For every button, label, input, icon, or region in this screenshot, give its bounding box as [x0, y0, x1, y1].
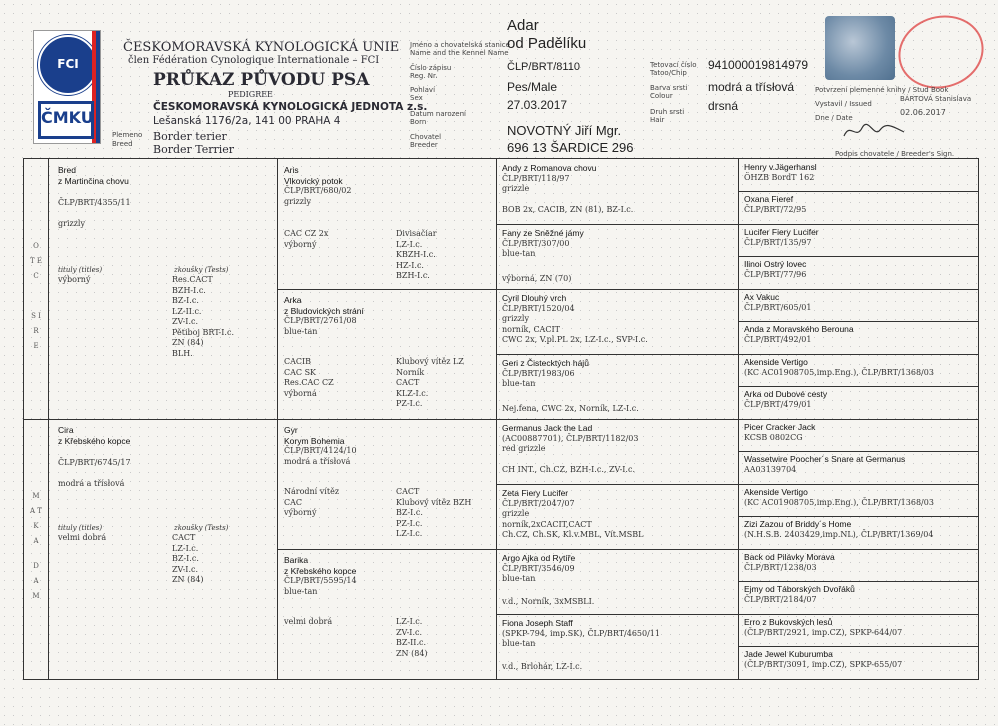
gg-grandparent-7: Akenside Vertigo (KC AC01908705,imp.Eng.), ČLP/BRT/1368/03 — [744, 357, 934, 377]
gg-grandparent-15: Erro z Bukovských lesů (ČLP/BRT/2921, imp.CZ), SPKP-644/07 — [744, 617, 903, 637]
gg-grandparent-9: Picer Cracker Jack KCSB 0802CG — [744, 422, 816, 442]
born-label: Datum narození — [410, 110, 466, 118]
breeder-label-en: Breeder — [410, 141, 438, 149]
grandparent-1: Aris Vlkovický potok ČLP/BRT/680/02 grizzly — [284, 165, 352, 206]
gg-grandparent-16: Jade Jewel Kuburumba (ČLP/BRT/3091, imp.CZ), SPKP-655/07 — [744, 649, 903, 669]
dog-sex: Pes/Male — [507, 80, 558, 94]
pedigree-table — [23, 158, 979, 680]
breed-cz: Border terier — [153, 130, 227, 143]
mother-side-label: M A T K A — [30, 492, 42, 545]
grandparent-3-titles: Národní vítěz CAC výborný — [284, 487, 340, 517]
grandparent-2-exams: Klubový vítěz LZ Norník CACT KLZ-I.c. PZ-I.c. — [396, 357, 464, 408]
fci-logo-icon: FCI — [38, 35, 98, 95]
issued-by: BÁRTOVÁ Stanislava — [900, 95, 972, 103]
breed-label-en: Breed — [112, 140, 133, 148]
sire-kennel: z Martinčina chovu — [58, 175, 129, 186]
great-grandparent-5: Germanus Jack the Lad (AC00887701), ČLP/BRT/1182/03 red grizzle CH INT., Ch.CZ, BZH-I.c., ZV-I.c. — [502, 423, 639, 474]
document-title: PRŮKAZ PŮVODU PSA — [153, 70, 370, 90]
signature-label: Podpis chovatele / Breeder's Sign. — [835, 150, 955, 158]
date-label: Dne / Date — [815, 114, 853, 122]
grandparent-4: Barika z Křebského kopce ČLP/BRT/5595/14 blue-tan — [284, 555, 357, 596]
issue-date: 02.06.2017 — [900, 108, 946, 117]
club-stamp-icon — [890, 6, 992, 98]
great-grandparent-8: Fiona Joseph Staff (SPKP-794, imp.SK), ČLP/BRT/4650/11 blue-tan v.d., Brlohár, LZ-I.c. — [502, 618, 660, 671]
colour-label: Barva srsti — [650, 84, 688, 92]
great-grandparent-4: Geri z Čistecktých hájů ČLP/BRT/1983/06 blue-tan Nej.fena, CWC 2x, Norník, LZ-I.c. — [502, 358, 639, 413]
gg-grandparent-3: Lucifer Fiery Lucifer ČLP/BRT/135/97 — [744, 227, 819, 247]
gg-grandparent-2: Oxana Fieref ČLP/BRT/72/95 — [744, 194, 807, 214]
grandparent-1-titles: CAC CZ 2x výborný — [284, 229, 329, 249]
breeder-name: NOVOTNÝ Jiří Mgr. — [507, 123, 622, 138]
sire-titles: výborný — [58, 275, 91, 284]
name-label: Jméno a chovatelská stanice — [410, 41, 510, 49]
grandparent-2: Arka z Bludovických strání ČLP/BRT/2761/08 blue-tan — [284, 295, 364, 336]
reg-label-en: Reg. Nr. — [410, 72, 438, 80]
issued-label: Vystavil / Issued — [815, 100, 872, 108]
sire-exams-label: zkoušky (Tests) — [174, 266, 229, 274]
dam-kennel: z Křebského kopce — [58, 435, 131, 446]
grandparent-3: Gyr Korym Bohemia ČLP/BRT/4124/10 modrá a třísłová — [284, 425, 357, 466]
club-address: Lešanská 1176/2a, 141 00 PRAHA 4 — [153, 115, 341, 127]
dam-side-label: D A M — [32, 562, 40, 600]
sire-entry — [58, 165, 131, 229]
sex-label-en: Sex — [410, 94, 423, 102]
club-name: ČESKOMORAVSKÁ KYNOLOGICKÁ JEDNOTA z.s. — [153, 101, 428, 113]
cmku-logo-icon: ČMKU — [38, 101, 94, 139]
document-subtitle: PEDIGREE — [228, 90, 273, 99]
colour-label-en: Colour — [650, 92, 673, 100]
dam-titles: velmi dobrá — [58, 533, 107, 542]
dam-exams-label: zkoušky (Tests) — [174, 524, 229, 532]
sire-reg: ČLP/BRT/4355/11 — [58, 198, 131, 207]
dog-name: Adar — [507, 17, 539, 34]
grandparent-1-exams: Divisačiar LZ-I.c. KBZH-I.c. HZ-I.c. BZH-I.c. — [396, 229, 437, 280]
tattoo-label-en: Tatoo/Chip — [650, 69, 687, 77]
dam-name: Cira — [58, 425, 74, 435]
dog-reg: ČLP/BRT/8110 — [507, 61, 580, 73]
dog-hair: drsná — [708, 99, 739, 113]
sire-exams: Res.CACT BZH-I.c. BZ-I.c. LZ-II.c. ZV-I.c. Pětiboj BRT-I.c. ZN (84) BLH. — [172, 275, 234, 358]
dog-kennel: od Padělíku — [507, 35, 587, 52]
born-label-en: Born — [410, 118, 427, 126]
great-grandparent-7: Argo Ajka od Rytíře ČLP/BRT/3546/09 blue-tan v.d., Norník, 3xMSBLI. — [502, 553, 595, 606]
grandparent-4-exams: LZ-I.c. ZV-I.c. BZ-II.c. ZN (84) — [396, 617, 428, 658]
name-label-en: Name and the Kennel Name — [410, 49, 509, 57]
org-membership: člen Fédération Cynologique Internationale – FCI — [128, 55, 380, 66]
gg-grandparent-11: Akenside Vertigo (KC AC01908705,imp.Eng.), ČLP/BRT/1368/03 — [744, 487, 934, 507]
grandparent-3-exams: CACT Klubový vítěz BZH BZ-I.c. PZ-I.c. LZ-I.c. — [396, 487, 472, 538]
fci-cmku-logo — [33, 30, 101, 144]
gg-grandparent-10: Wassetwire Poocher´s Snare at Germanus AA03139704 — [744, 454, 906, 474]
sire-colour: grizzly — [58, 218, 86, 228]
grandparent-2-titles: CACIB CAC SK Res.CAC CZ výborná — [284, 357, 334, 398]
dam-colour: modrá a třísłová — [58, 478, 125, 488]
great-grandparent-2: Fany ze Sněžné jámy ČLP/BRT/307/00 blue-tan výborná, ZN (70) — [502, 228, 584, 283]
gg-grandparent-13: Back od Pilávky Morava ČLP/BRT/1238/03 — [744, 552, 835, 572]
reg-label: Číslo zápisu — [410, 64, 452, 72]
breed-label: Plemeno — [112, 131, 143, 139]
dam-reg: ČLP/BRT/6745/17 — [58, 458, 131, 467]
breed-en: Border Terrier — [153, 143, 235, 156]
sire-side-label: S I R E — [31, 312, 41, 350]
gg-grandparent-5: Ax Vakuc ČLP/BRT/605/01 — [744, 292, 812, 312]
gg-grandparent-6: Anda z Moravského Berouna ČLP/BRT/492/01 — [744, 324, 854, 344]
gg-grandparent-1: Henry v.Jägerhansl ÖHZB BordT 162 — [744, 162, 817, 182]
sire-titles-label: tituly (titles) — [58, 266, 103, 274]
sex-label: Pohlaví — [410, 86, 436, 94]
signature-icon — [840, 118, 910, 144]
hair-label: Druh srsti — [650, 108, 685, 116]
great-grandparent-1: Andy z Romanova chovu ČLP/BRT/118/97 grizzle BOB 2x, CACIB, ZN (81), BZ-I.c. — [502, 163, 634, 214]
chip-number: 941000019814979 — [708, 58, 809, 72]
gg-grandparent-14: Ejmy od Táborských Dvořáků ČLP/BRT/2184/07 — [744, 584, 855, 604]
tattoo-label: Tetovací číslo — [650, 61, 697, 69]
dam-titles-label: tituly (titles) — [58, 524, 103, 532]
breeder-label: Chovatel — [410, 133, 442, 141]
sire-name: Bred — [58, 165, 76, 175]
dog-born: 27.03.2017 — [507, 98, 568, 112]
breeder-address: 696 13 ŠARDICE 296 — [507, 140, 634, 155]
gg-grandparent-8: Arka od Dubové cesty ČLP/BRT/479/01 — [744, 389, 828, 409]
gg-grandparent-4: Ilinoi Ostrý lovec ČLP/BRT/77/96 — [744, 259, 807, 279]
studbook-label: Potvrzení plemenné knihy / Stud Book — [815, 86, 949, 94]
dog-colour: modrá a třísłová — [708, 80, 795, 94]
dam-entry — [58, 425, 131, 489]
father-side-label: O T E C — [30, 242, 43, 280]
dam-exams: CACT LZ-I.c. BZ-I.c. ZV-I.c. ZN (84) — [172, 533, 204, 584]
org-name: ČESKOMORAVSKÁ KYNOLOGICKÁ UNIE — [123, 40, 400, 55]
grandparent-4-titles: velmi dobrá — [284, 617, 333, 626]
official-stamp-icon — [825, 16, 895, 80]
great-grandparent-3: Cyril Dlouhý vrch ČLP/BRT/1520/04 grizzly norník, CACIT CWC 2x, V.pl.PL 2x, LZ-I.c., SVP-I.c. — [502, 293, 648, 344]
gg-grandparent-12: Zizi Zazou of Briddy´s Home (N.H.S.B. 2403429,imp.NL), ČLP/BRT/1369/04 — [744, 519, 934, 539]
great-grandparent-6: Zeta Fiery Lucifer ČLP/BRT/2047/07 grizzle norník,2xCACIT,CACT Ch.CZ, Ch.SK, Kl.v.MBL, Vít.MSBL — [502, 488, 644, 539]
hair-label-en: Hair — [650, 116, 665, 124]
